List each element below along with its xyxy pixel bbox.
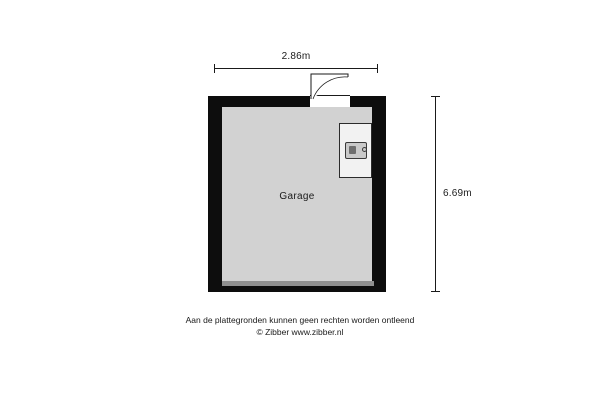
door-swing-icon: [308, 72, 352, 100]
footer-line-2: © Zibber www.zibber.nl: [256, 327, 344, 337]
height-dimension-line: [435, 96, 436, 292]
footer-disclaimer: [0, 314, 600, 338]
appliance-handle-icon: [349, 146, 356, 154]
width-dimension-tick-right: [377, 64, 378, 73]
width-dimension-label: 2.86m: [281, 51, 311, 62]
width-dimension-tick-left: [214, 64, 215, 73]
height-dimension-tick-top: [431, 96, 440, 97]
bottom-wall: [208, 286, 386, 292]
width-dimension-line: [214, 68, 378, 69]
height-dimension-tick-bottom: [431, 291, 440, 292]
width-dimension: [214, 51, 378, 69]
appliance-dial-icon: [362, 147, 367, 152]
height-dimension-label: 6.69m: [443, 188, 472, 199]
garage-floorplan: [208, 96, 386, 292]
room-label-garage: Garage: [279, 191, 315, 202]
height-dimension: [435, 96, 472, 292]
wall-appliance-icon: [339, 123, 372, 178]
footer-line-1: Aan de plattegronden kunnen geen rechten worden ontleend: [185, 315, 415, 325]
